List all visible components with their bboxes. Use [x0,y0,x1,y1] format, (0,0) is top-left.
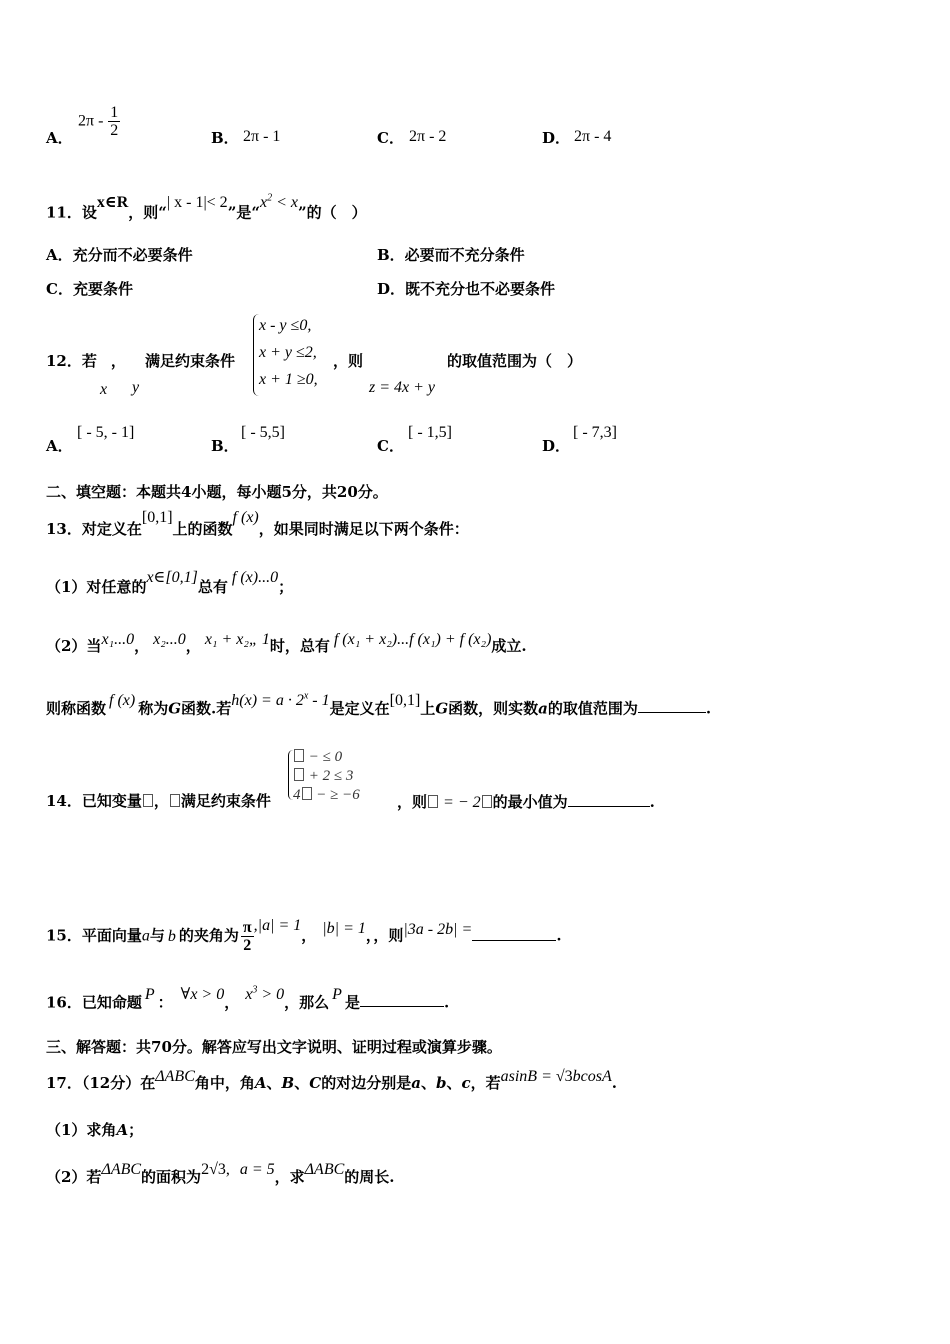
q12-then: ，则 [333,352,364,370]
fraction: $\frac{\pi}{2}$ [242,919,252,954]
q13-answer-blank [638,698,706,713]
q12-option-a-range: [ - 5, - 1] [77,424,135,441]
q15-answer-blank [472,926,556,941]
q10-option-b-expr: 2π - 1 [243,128,281,145]
q10-option-a-expr: 2π - $\frac{1}{2}$ [78,104,119,139]
fraction: $\frac{1}{2}$ [110,104,119,139]
q12-option-b-range: [ - 5,5] [241,424,285,441]
q12-option-d-label: D． [542,437,571,455]
missing-glyph-icon [294,768,304,781]
q10-option-c-label: C． [377,129,404,147]
missing-glyph-icon [170,794,180,807]
q13-stem: 13．对定义在[0,1]上的函数f (x)，如果同时满足以下两个条件： [46,509,469,538]
q13-condition-1: （1）对任意的x∈[0,1]总有f (x)...0； [46,569,294,596]
q14-constraint-system: − ≤ 0 + 2 ≤ 3 4 − ≥ −6 [293,749,360,803]
q16-answer-blank [360,992,444,1007]
section-2-heading: 二、填空题：本题共4小题，每小题5分，共20分。 [46,483,388,501]
section-3-heading: 三、解答题：共70分。解答应写出文字说明、证明过程或演算步骤。 [46,1038,502,1056]
q14-stem: 14．已知变量 ， 满足约束条件 [46,792,271,810]
q12-tail: 的取值范围为（ ） [447,352,583,370]
q11-option-a: A．充分而不必要条件 [46,246,193,264]
q12-option-a-label: A． [46,437,73,455]
missing-glyph-icon [143,794,153,807]
q11-option-b: B．必要而不充分条件 [377,246,525,264]
q12-var-y: y [132,379,140,396]
q17-part-2: （2）若ΔABC的面积为2√3, a = 5，求ΔABC的周长. [46,1161,395,1186]
q10-option-a-label: A． [46,129,73,147]
q10-option-c-expr: 2π - 2 [409,128,447,145]
missing-glyph-icon [482,795,492,808]
q12-stem-num: 12．若 ， [46,352,126,370]
missing-glyph-icon [294,749,304,762]
q12-var-x: x [100,381,108,398]
q15-stem: 15．平面向量a与 b 的夹角为 $\frac{\pi}{2}$ ,|a| = 1， |b| = 1，，则|3a - 2b| = . [46,916,562,954]
q12-satisfy: 满足约束条件 [145,352,236,370]
q10-option-d-label: D． [542,129,571,147]
q14-tail: ，则 = − 2 的最小值为 . [397,793,655,811]
q11-stem: 11．设x∈R，则“| x - 1|< 2”是“$x^2 < x$”的（ ） [46,193,367,222]
q10-option-b-label: B． [211,129,239,147]
missing-glyph-icon [428,795,438,808]
q11-option-c: C．充要条件 [46,280,133,298]
q16-stem: 16．已知命题 P ： ∀x > 0， $x^3 > 0$，那么 P 是 . [46,985,450,1012]
q12-objective: z = 4x + y [369,379,436,396]
q13-definition: 则称函数 f (x) 称为G函数.若$h(x) = a \cdot 2^x - 1$是定义在[0,1]上G函数，则实数a的取值范围为 . [46,691,712,718]
missing-glyph-icon [302,787,312,800]
q13-condition-2: （2）当x₁...0， x₂...0， x₁ + x₂„ 1时，总有 f (x₁ + x₂)...f (x₁) + f (x₂)成立. [46,631,527,655]
q17-part-1: （1）求角A； [46,1121,144,1139]
q11-option-d: D．既不充分也不必要条件 [377,280,556,298]
q10-option-d-expr: 2π - 4 [574,128,612,145]
q12-option-b-label: B． [211,437,239,455]
q14-answer-blank [568,792,650,807]
q17-stem: 17．（12分）在ΔABC角中，角A、B、C的对边分别是a、b、c，若asinB = √3bcosA. [46,1068,617,1092]
q12-option-d-range: [ - 7,3] [573,424,617,441]
q12-option-c-range: [ - 1,5] [408,424,452,441]
q12-option-c-label: C． [377,437,404,455]
q12-constraint-system: x - y ≤0, x + y ≤2, x + 1 ≥0, [259,317,318,388]
